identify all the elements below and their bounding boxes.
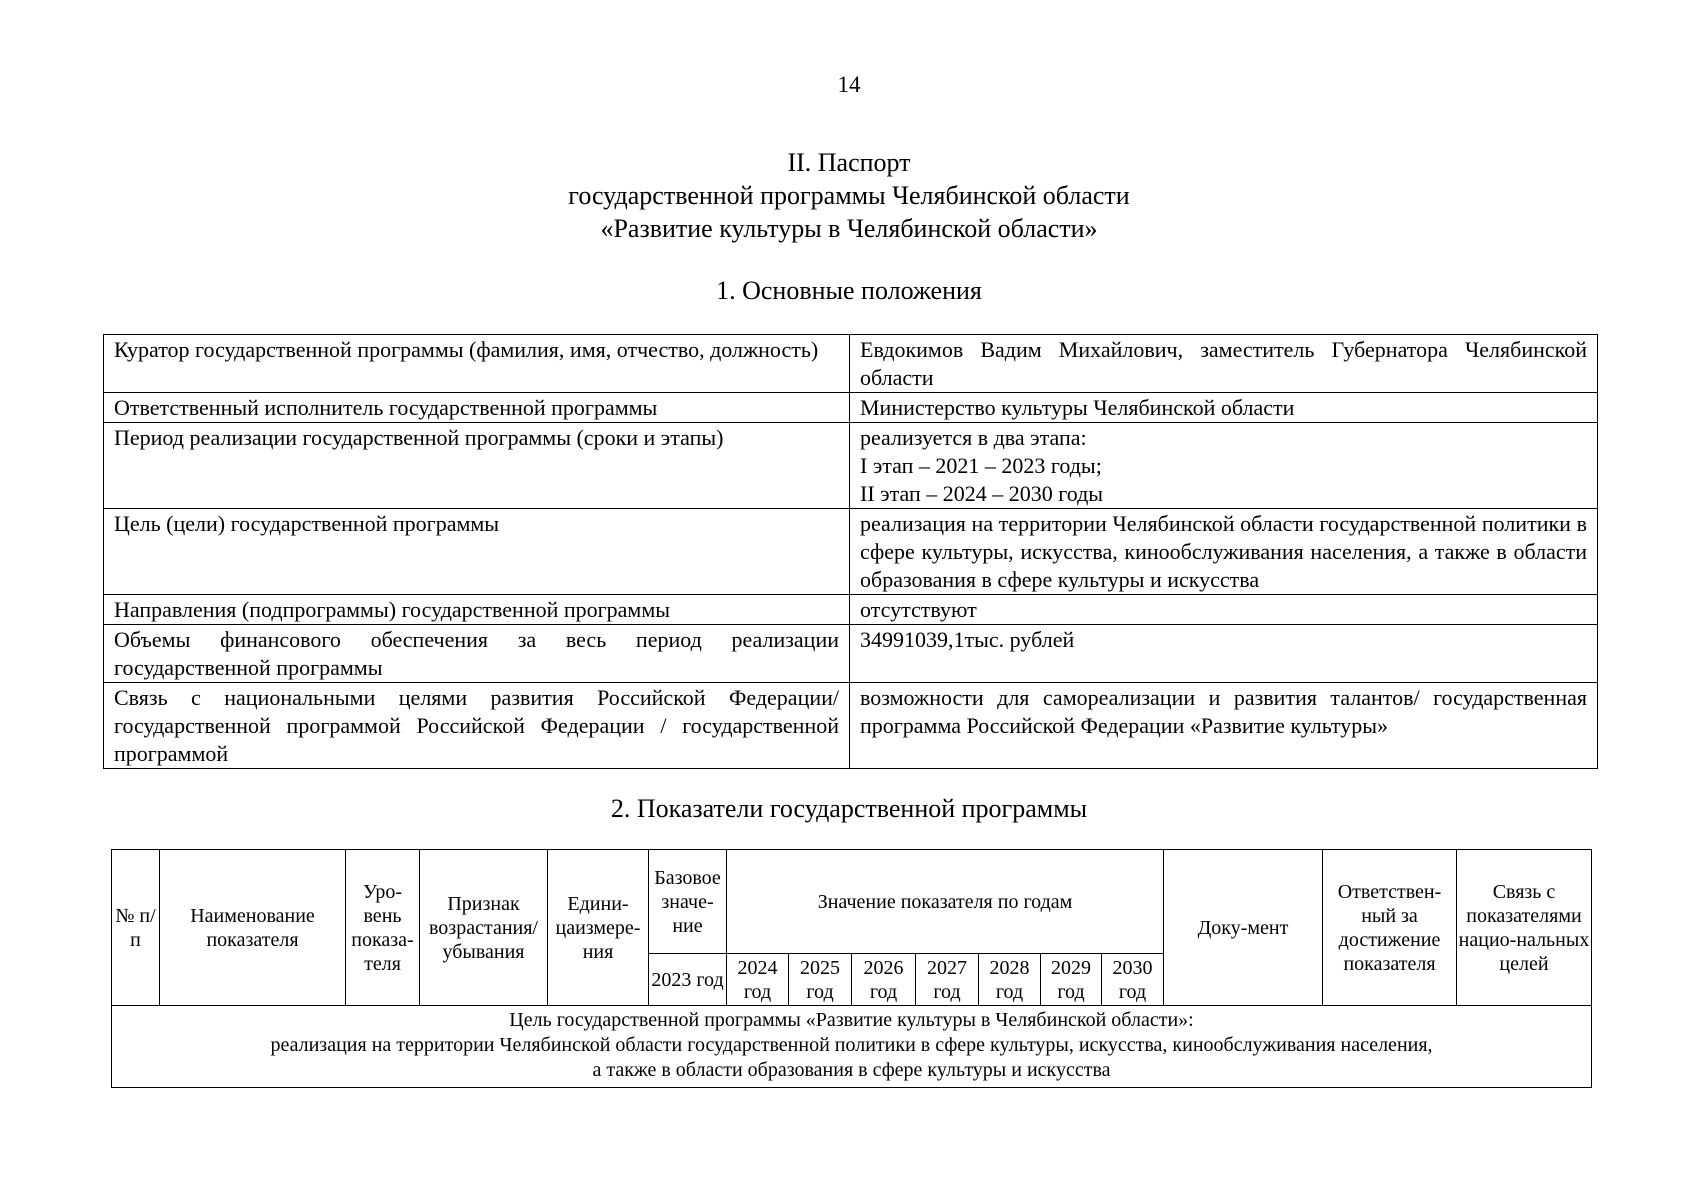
header-year: 2025 год: [789, 954, 852, 1006]
title-line: «Развитие культуры в Челябинской области»: [600, 214, 1098, 243]
header-sign: Признак возрастания/ убывания: [420, 850, 548, 1006]
goal-line: а также в области образования в сфере культуры и искусства: [592, 1059, 1111, 1081]
table-row: [112, 1006, 1592, 1088]
goal-line: реализация на территории Челябинской области государственной политики в сфере культуры, искусства, кинообслуживания населения,: [270, 1034, 1433, 1056]
section-2-heading: 2. Показатели государственной программы: [610, 794, 1088, 823]
table-row: [104, 625, 1598, 683]
link-label: Связь с национальными целями развития Российской Федерации/ государственной программой Российской Федерации / государственной программой: [104, 683, 850, 769]
period-line: II этап – 2024 – 2030 годы: [860, 481, 1104, 506]
header-year: 2026 год: [852, 954, 916, 1006]
period-value: [850, 423, 1598, 509]
header-document: Доку-мент: [1164, 850, 1323, 1006]
link-value: возможности для самореализации и развития талантов/ государственная программа Российской Федерации «Развитие культуры»: [850, 683, 1598, 769]
program-goal-row: [112, 1006, 1592, 1088]
section-1-heading: 1. Основные положения: [716, 276, 982, 305]
table-header-row: [112, 850, 1592, 954]
title-line: государственной программы Челябинской области: [568, 181, 1130, 210]
table-row: [104, 683, 1598, 769]
period-line: реализуется в два этапа:: [860, 425, 1087, 450]
header-level: Уро-вень показа-теля: [346, 850, 420, 1006]
title-line: II. Паспорт: [787, 148, 911, 177]
table-row: [104, 423, 1598, 509]
funding-label: Объемы финансового обеспечения за весь период реализации государственной программы: [104, 625, 850, 683]
page-number: 14: [837, 72, 861, 97]
header-year: 2028 год: [979, 954, 1041, 1006]
header-year: 2024 год: [727, 954, 789, 1006]
table-row: [104, 393, 1598, 423]
executor-label: Ответственный исполнитель государственной программы: [104, 393, 850, 423]
header-responsible: Ответствен-ный за достижение показателя: [1323, 850, 1457, 1006]
period-line: I этап – 2021 – 2023 годы;: [860, 453, 1102, 478]
document-title: [0, 146, 1698, 245]
directions-value: отсутствуют: [850, 595, 1598, 625]
indicators-table: [111, 849, 1592, 1088]
curator-label: Куратор государственной программы (фамилия, имя, отчество, должность): [104, 335, 850, 393]
table-row: [104, 595, 1598, 625]
header-year: 2030 год: [1102, 954, 1164, 1006]
header-national-link: Связь с показателями нацио-нальных целей: [1457, 850, 1592, 1006]
header-base: Базовое значе-ние: [649, 850, 727, 954]
header-name: Наименование показателя: [160, 850, 346, 1006]
executor-value: Министерство культуры Челябинской области: [850, 393, 1598, 423]
goal-label: Цель (цели) государственной программы: [104, 509, 850, 595]
passport-table: [103, 334, 1598, 769]
goal-value: реализация на территории Челябинской области государственной политики в сфере культуры, искусства, кинообслуживания населения, а также в области образования в сфере культуры и искусства: [850, 509, 1598, 595]
table-row: [104, 509, 1598, 595]
curator-value: Евдокимов Вадим Михайлович, заместитель Губернатора Челябинской области: [850, 335, 1598, 393]
header-unit: Едини-цаизмере-ния: [548, 850, 649, 1006]
header-year: 2027 год: [916, 954, 979, 1006]
funding-value: 34991039,1тыс. рублей: [850, 625, 1598, 683]
directions-label: Направления (подпрограммы) государственной программы: [104, 595, 850, 625]
header-values-by-year: Значение показателя по годам: [727, 850, 1164, 954]
goal-line: Цель государственной программы «Развитие культуры в Челябинской области»:: [509, 1009, 1194, 1031]
table-row: [104, 335, 1598, 393]
header-base-year: 2023 год: [649, 954, 727, 1006]
period-label: Период реализации государственной программы (сроки и этапы): [104, 423, 850, 509]
header-num: № п/п: [112, 850, 160, 1006]
header-year: 2029 год: [1041, 954, 1102, 1006]
